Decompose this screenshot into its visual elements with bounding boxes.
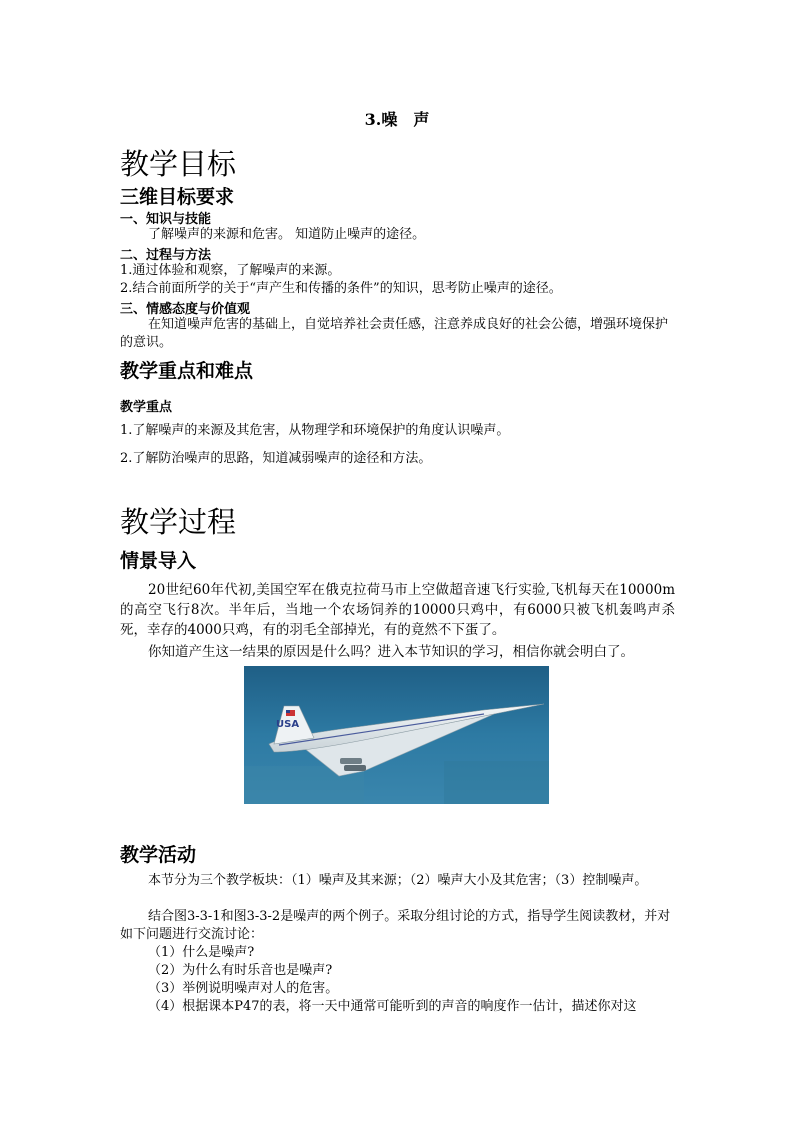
heading-key-points: 教学重点和难点 — [120, 360, 254, 382]
section-attitude-values: 三、情感态度与价值观 — [120, 302, 251, 317]
heading-scenario-intro: 情景导入 — [120, 550, 197, 572]
question-3: （3）举例说明噪声对人的危害。 — [148, 981, 339, 996]
section-knowledge-skills: 一、知识与技能 — [120, 212, 212, 227]
key-points-label: 教学重点 — [120, 400, 173, 415]
activity-paragraph-1: 本节分为三个教学板块：（1）噪声及其来源；（2）噪声大小及其危害；（3）控制噪声。 — [148, 873, 648, 888]
key-point-item-1: 1.了解噪声的来源及其危害，从物理学和环境保护的角度认识噪声。 — [120, 423, 510, 438]
activity-paragraph-2: 结合图3-3-1和图3-3-2是噪声的两个例子。采取分组讨论的方式，指导学生阅读教材，并对如下问题进行交流讨论： — [120, 909, 671, 942]
key-point-item-2: 2.了解防治噪声的思路，知道减弱噪声的途径和方法。 — [120, 451, 432, 466]
lesson-title: 3.噪 声 — [364, 110, 430, 129]
intro-paragraph-1: 20世纪60年代初,美国空军在俄克拉荷马市上空做超音速飞行实验,飞机每天在10000m的高空飞行8次。半年后，当地一个农场饲养的10000只鸡中，有6000只被飞机轰鸣声杀死，幸存的4000只鸡，有的羽毛全部掉光，有的竟然不下蛋了。 — [120, 582, 675, 638]
process-method-item-2: 2.结合前面所学的关于“声产生和传播的条件”的知识，思考防止噪声的途径。 — [120, 281, 562, 296]
question-1: （1）什么是噪声? — [148, 945, 255, 960]
heading-teaching-process: 教学过程 — [120, 505, 237, 539]
heading-three-dimensional-goals: 三维目标要求 — [120, 186, 235, 208]
intro-paragraph-2: 你知道产生这一结果的原因是什么吗？进入本节知识的学习，相信你就会明白了。 — [148, 644, 634, 660]
question-4: （4）根据课本P47的表，将一天中通常可能听到的声音的响度作一估计，描述你对这 — [148, 999, 637, 1014]
attitude-values-text: 在知道噪声危害的基础上，自觉培养社会责任感，注意养成良好的社会公德，增强环境保护的意识。 — [120, 317, 669, 350]
supersonic-plane-photo — [244, 666, 549, 804]
section-process-method: 二、过程与方法 — [120, 248, 212, 263]
knowledge-skills-text: 了解噪声的来源和危害。 知道防止噪声的途径。 — [148, 227, 426, 242]
question-2: （2）为什么有时乐音也是噪声? — [148, 963, 333, 978]
heading-teaching-goals: 教学目标 — [120, 147, 237, 181]
process-method-item-1: 1.通过体验和观察，了解噪声的来源。 — [120, 263, 341, 278]
plane-usa-label: USA — [276, 719, 300, 730]
heading-teaching-activity: 教学活动 — [120, 844, 197, 866]
